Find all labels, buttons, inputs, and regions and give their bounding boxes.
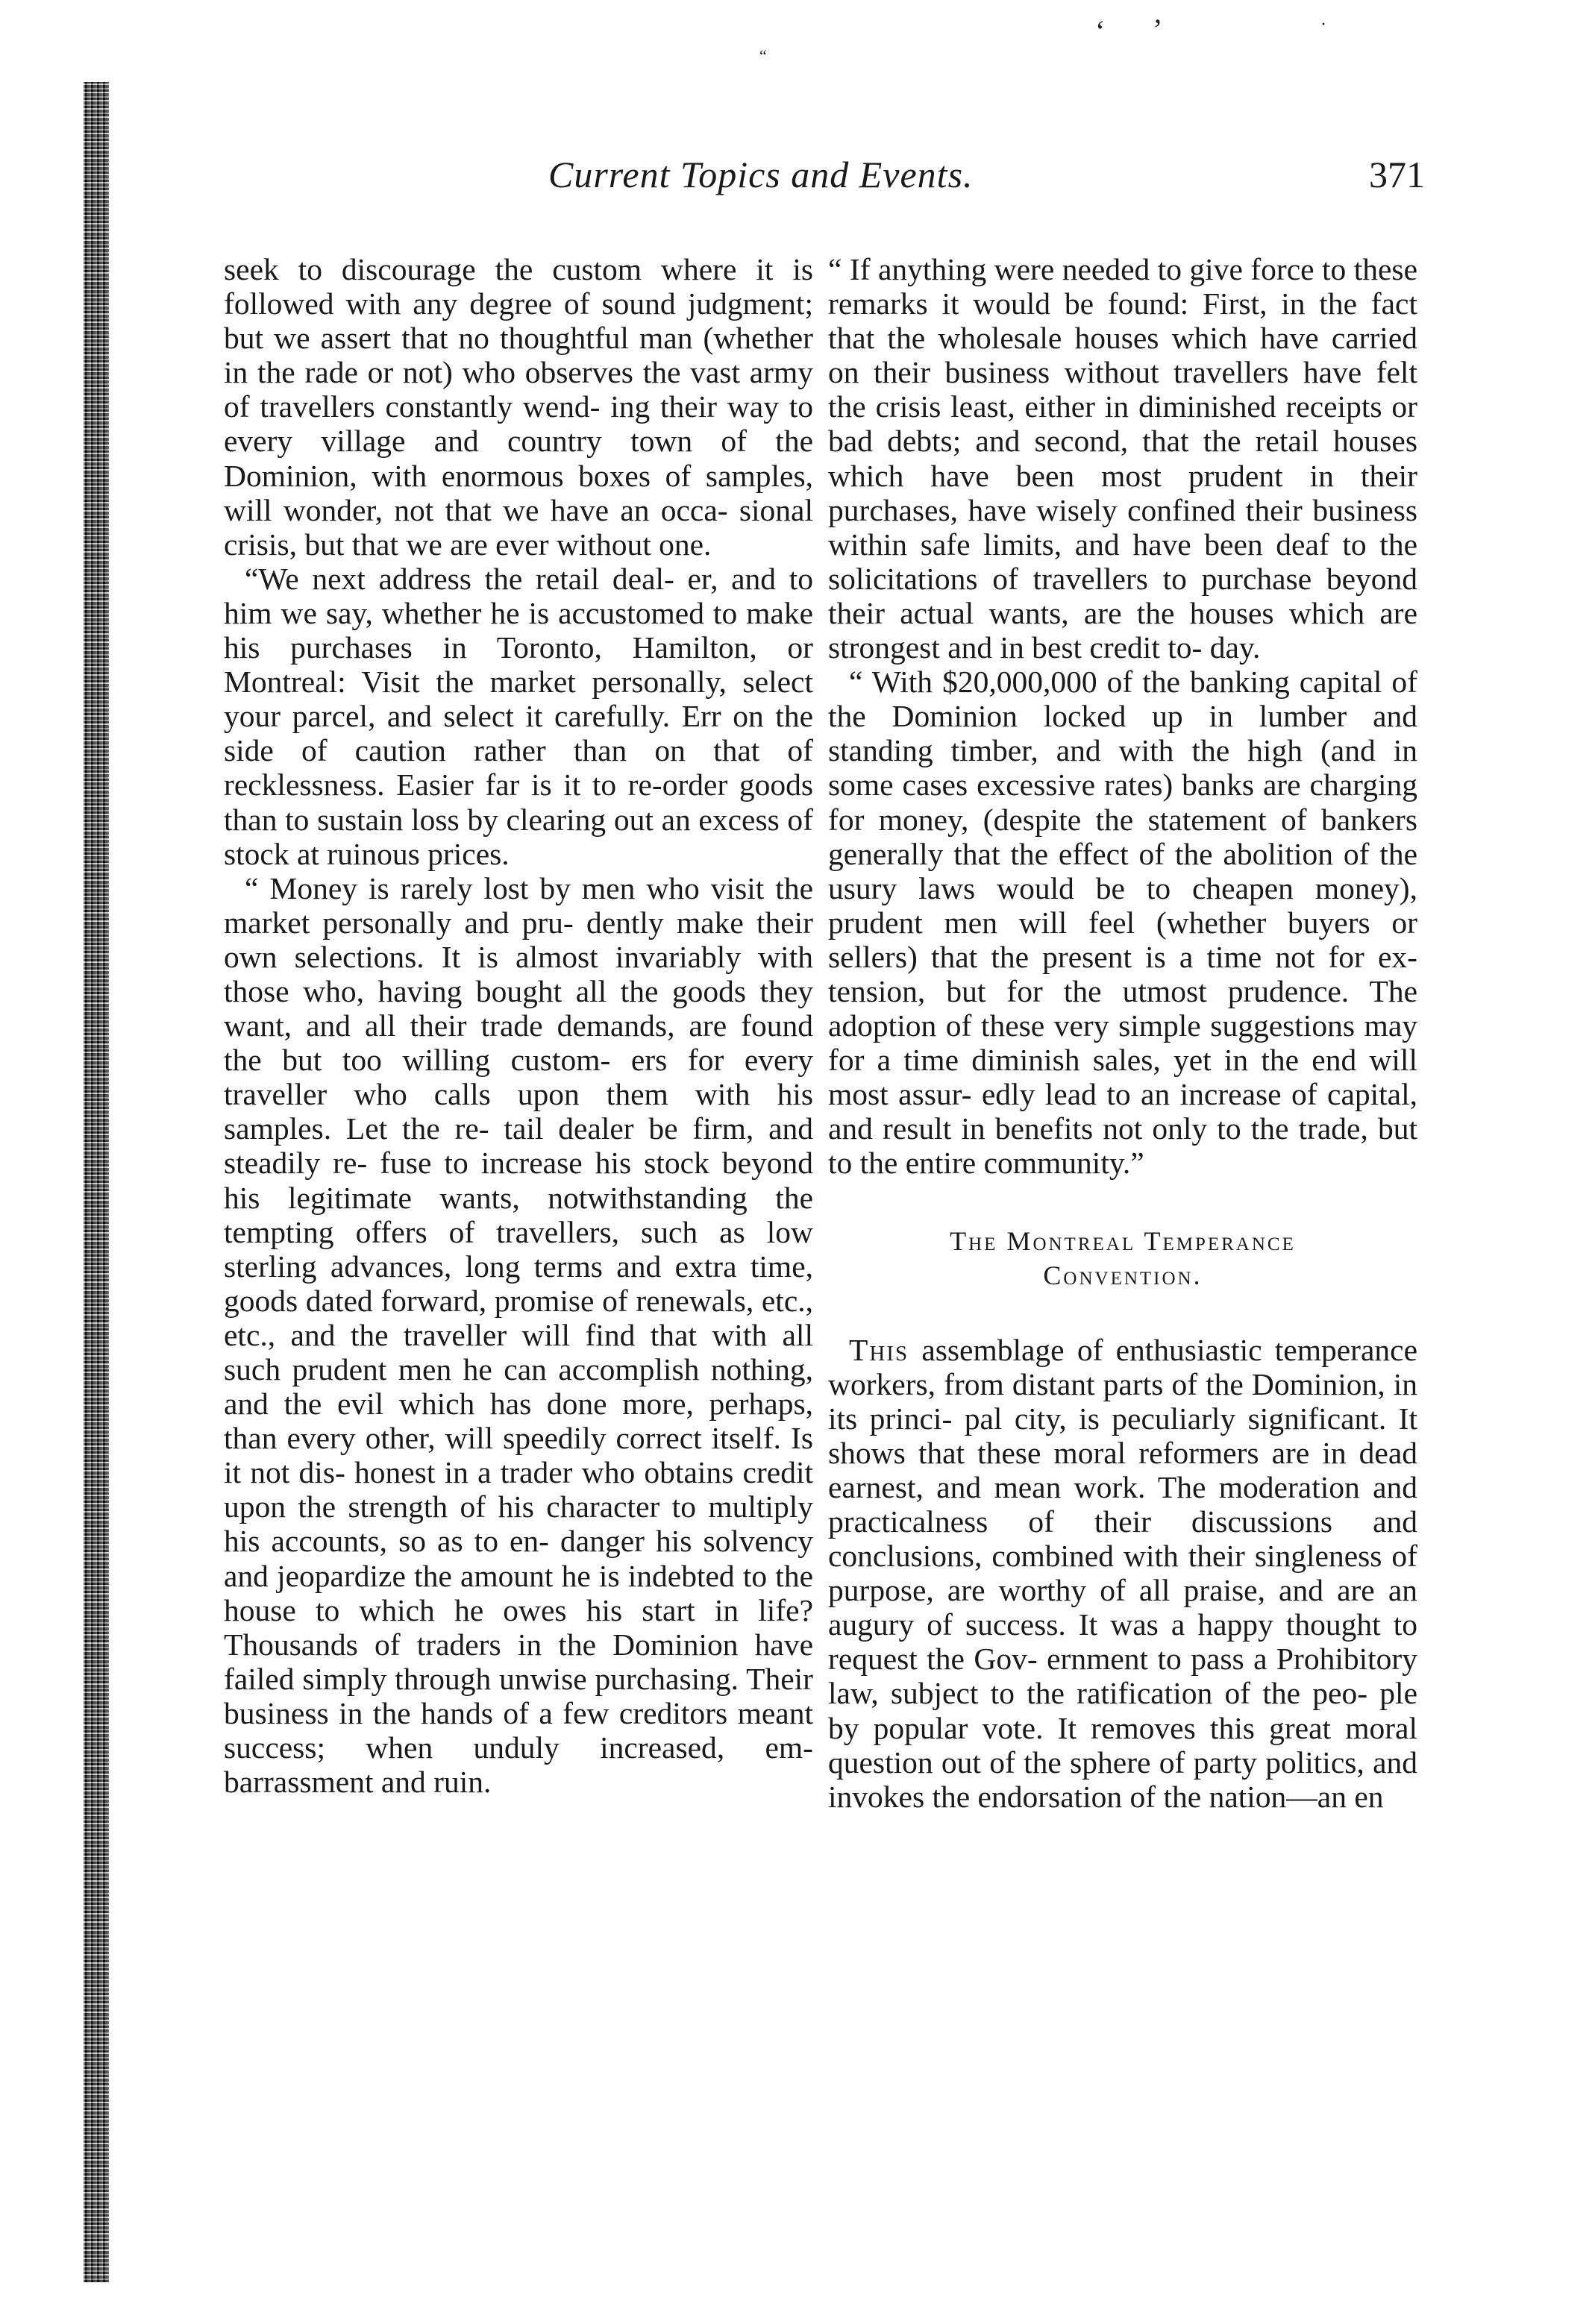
paragraph: seek to discourage the custom where it is followed with any degree of sound judgment; but we assert that no thoughtful man (whether in the rade or not) who observes the vast army of travellers constantly wend- ing their way to every village and country town of the Dominion, with enormous boxes of samples, will wonder, not that we have an occa- sional crisis, but that we are ever without one.	[224, 252, 813, 562]
book-binding-edge	[84, 82, 109, 2282]
paragraph: “We next address the retail deal- er, and to him we say, whether he is accustomed to make his purchases in Toronto, Hamilton, or Montreal: Visit the market personally, select your parcel, and select it carefully. Err on the side of caution rather than on that of recklessness. Easier far is it to re-order goods than to sustain loss by clearing out an excess of stock at ruinous prices.	[224, 561, 813, 871]
section-heading-line: Convention.	[1043, 1260, 1203, 1290]
scan-speck: ·	[1320, 15, 1326, 34]
running-head: Current Topics and Events.	[548, 154, 974, 195]
paragraph: “ If anything were needed to give force to these remarks it would be found: First, in the fact that the wholesale houses which have carried on their business without travellers have felt the crisis least, either in diminished receipts or bad debts; and second, that the retail houses which have been most prudent in their purchases, have wisely confined their business within safe limits, and have been deaf to the solicitations of travellers to purchase beyond their actual wants, are the houses which are strongest and in best credit to- day.	[828, 252, 1417, 665]
paragraph-first-word: This	[849, 1332, 909, 1367]
paragraph: “ With $20,000,000 of the banking capital of the Dominion locked up in lumber and standing timber, and with the high (and in some cases excessive rates) banks are charging for money, (despite the statement of bankers generally that the effect of the abolition of the usury laws would be to cheapen money), prudent men will feel (whether buyers or sellers) that the present is a time not for ex- tension, but for the utmost prudence. The adoption of these very simple suggestions may for a time diminish sales, yet in the end will most assur- edly lead to an increase of capital, and result in benefits not only to the trade, but to the entire community.”	[828, 665, 1417, 1181]
right-column	[828, 252, 1417, 1814]
page-header	[530, 153, 1425, 205]
paragraph-text: assemblage of enthusiastic temperance workers, from distant parts of the Dominion, in its princi- pal city, is peculiarly significant. It shows that these moral reformers are in dead earnest, and mean work. The moderation and practicalness of their discussions and conclusions, combined with their singleness of purpose, are worthy of all praise, and are an augury of success. It was a happy thought to request the Gov- ernment to pass a Prohibitory law, subject to the ratification of the peo- ple by popular vote. It removes this great moral question out of the sphere of party politics, and invokes the endorsation of the nation—an en	[828, 1332, 1417, 1814]
scan-speck: ’	[1153, 13, 1163, 46]
paragraph: “ Money is rarely lost by men who visit the market personally and pru- dently make their own selections. It is almost invariably with those who, having bought all the goods they want, and all their trade demands, are found the but too willing custom- ers for every traveller who calls upon them with his samples. Let the re- tail dealer be firm, and steadily re- fuse to increase his stock beyond his legitimate wants, notwithstanding the tempting offers of travellers, such as low sterling advances, long terms and extra time, goods dated forward, promise of renewals, etc., etc., and the traveller will find that with all such prudent men he can accomplish nothing, and the evil which has done more, perhaps, than every other, will speedily correct itself. Is it not dis- honest in a trader who obtains credit upon the strength of his character to multiply his accounts, so as to en- danger his solvency and jeopardize the amount he is indebted to the house to which he owes his start in life? Thousands of traders in the Dominion have failed simply through unwise purchasing. Their business in the hands of a few creditors meant success; when unduly increased, em- barrassment and ruin.	[224, 870, 813, 1800]
scan-speck: “	[759, 46, 767, 65]
section-heading-line: The Montreal Temperance	[950, 1225, 1296, 1256]
scan-speck: ‘	[1095, 14, 1106, 48]
left-column	[224, 252, 813, 1799]
section-heading	[828, 1224, 1417, 1293]
page-number: 371	[1369, 154, 1425, 195]
paragraph	[828, 1333, 1417, 1814]
